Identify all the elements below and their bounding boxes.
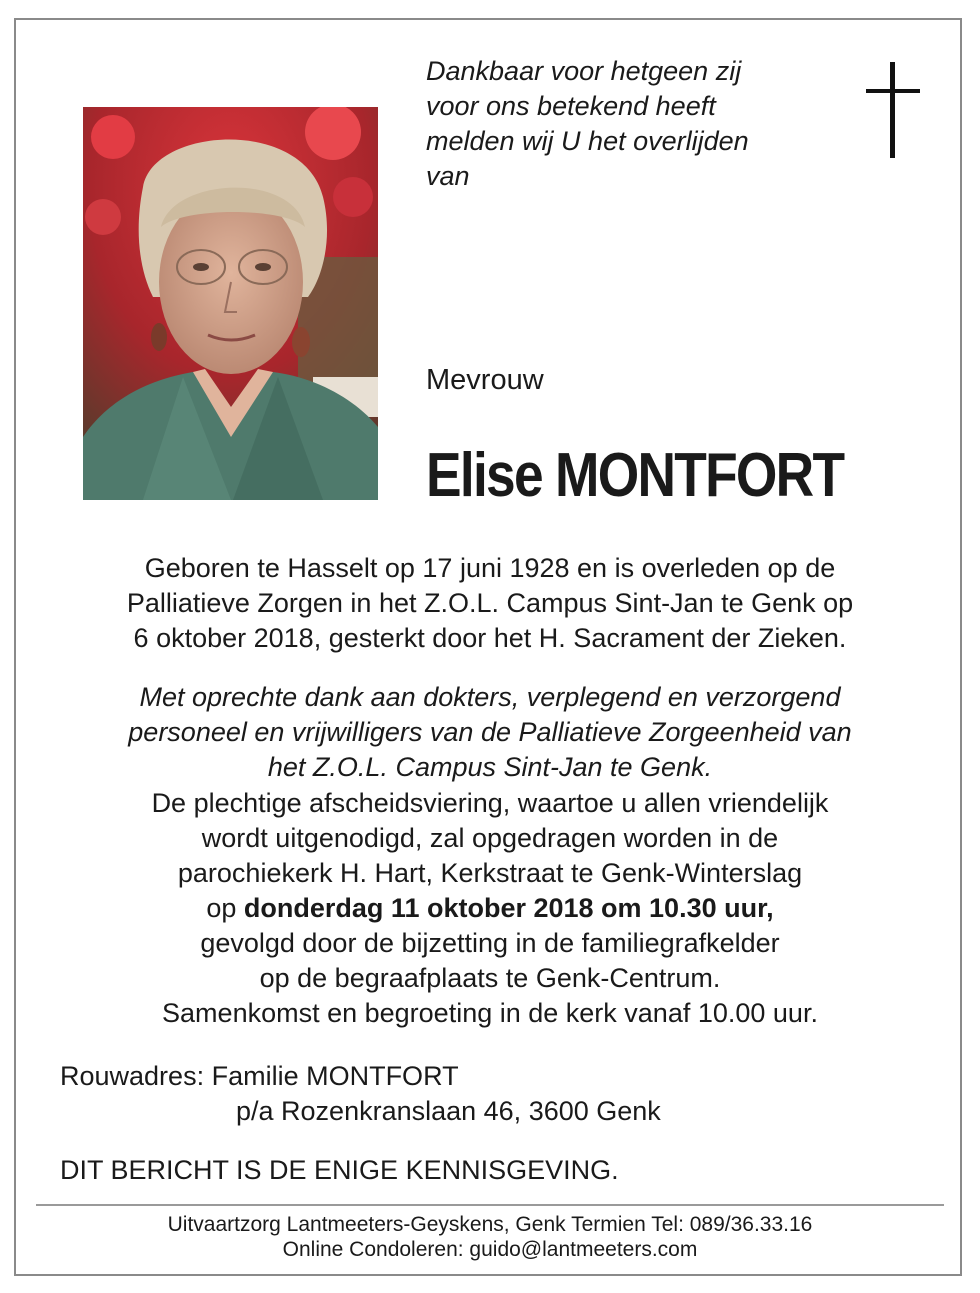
birth-death-paragraph [30,551,950,656]
sole-notice: DIT BERICHT IS DE ENIGE KENNISGEVING. [60,1155,619,1185]
mourning-address-street: p/a Rozenkranslaan 46, 3600 Genk [236,1096,661,1126]
intro-text [426,54,846,194]
intro-line: Dankbaar voor hetgeen zij [426,56,742,86]
funeral-home-line: Uitvaartzorg Lantmeeters-Geyskens, Genk Termien Tel: 089/36.33.16 [167,1213,813,1236]
paragraph-line: De plechtige afscheidsviering, waartoe u allen vriendelijk [151,788,829,818]
paragraph-line: Samenkomst en begroeting in de kerk vanaf 10.00 uur. [162,998,818,1028]
condolence-line: Online Condoleren: guido@lantmeeters.com [282,1238,698,1261]
paragraph-line: Met oprechte dank aan dokters, verplegend en verzorgend [139,682,841,712]
paragraph-line: parochiekerk H. Hart, Kerkstraat te Genk-Winterslag [177,858,803,888]
paragraph-line: op de begraafplaats te Genk-Centrum. [259,963,721,993]
deceased-name: Elise MONTFORT [426,441,844,510]
portrait-photo [83,107,378,500]
paragraph-line [30,891,950,926]
footer-divider [36,1204,944,1206]
thanks-paragraph [30,680,950,785]
ceremony-date: donderdag 11 oktober 2018 om 10.30 uur, [243,893,774,923]
mourning-address-label: Rouwadres: Familie MONTFORT [60,1061,459,1091]
ceremony-date-prefix: op [206,893,244,923]
cross-icon [866,62,922,158]
intro-line: voor ons betekend heeft [426,91,716,121]
paragraph-line: Palliatieve Zorgen in het Z.O.L. Campus Sint-Jan te Genk op [126,588,854,618]
intro-line: melden wij U het overlijden [426,126,749,156]
paragraph-line: 6 oktober 2018, gesterkt door het H. Sacrament der Zieken. [133,623,847,653]
paragraph-line: gevolgd door de bijzetting in de familiegrafkelder [200,928,780,958]
paragraph-line: personeel en vrijwilligers van de Palliatieve Zorgeenheid van [128,717,852,747]
intro-line: van [426,161,470,191]
paragraph-line: het Z.O.L. Campus Sint-Jan te Genk. [267,752,713,782]
ceremony-paragraph [30,786,950,1031]
paragraph-line: wordt uitgenodigd, zal opgedragen worden in de [201,823,779,853]
deceased-title: Mevrouw [426,364,544,396]
paragraph-line: Geboren te Hasselt op 17 juni 1928 en is overleden op de [144,553,836,583]
